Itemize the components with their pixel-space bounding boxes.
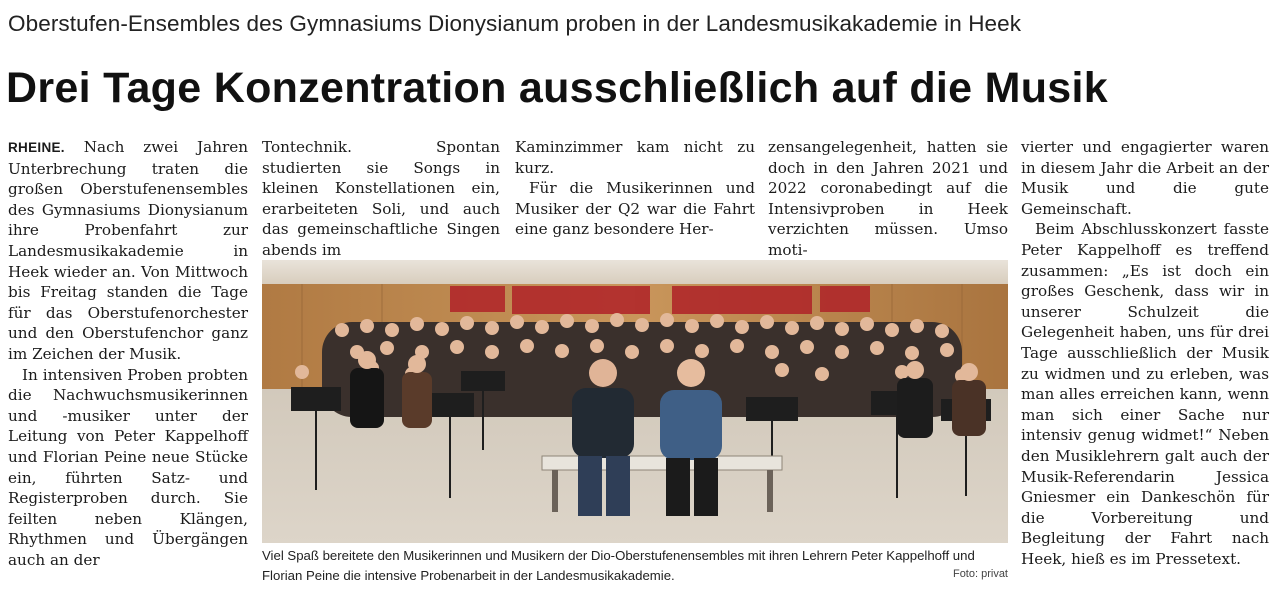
text-column-1 [8,137,248,570]
col4-paragraph-1: zensangelegenheit, hatten sie doch in den Jahren 2021 und 2022 coronabedingt auf die Intensivproben in Heek verzichten müssen. Umso moti- [768,138,1008,259]
col5-paragraph-2: Beim Abschlusskonzert fasste Peter Kappelhoff es treffend zusammen: „Es ist doch ein großes Geschenk, dass wir in unserer Schulzeit die Gelegenheit haben, uns für drei Tage ausschließlich der Musik zu widmen und zu erleben, was man alles erreichen kann, wenn man sich einer Sache nur intensiv genug widmet!“ Neben den Musiklehrern galt auch der Musik-Referendarin Jessica Gniesmer ein Dankeschön für die Vorbereitung und Begleitung der Fahrt nach Heek, hieß es im Pressetext. [1021,220,1269,568]
photo-credit: Foto: privat [952,567,1008,580]
text-column-5 [1021,137,1269,569]
article-headline: Drei Tage Konzentration ausschließlich auf die Musik [6,64,1108,112]
dateline: RHEINE. [8,140,65,155]
photo-caption [262,546,1008,585]
col3-paragraph-2: Für die Musikerinnen und Musiker der Q2 war die Fahrt eine ganz besondere Her- [515,179,755,239]
col5-paragraph-1: vierter und engagierter waren in diesem Jahr die Arbeit an der Musik und die gute Gemeinschaft. [1021,138,1269,218]
col1-p1-text: Nach zwei Jahren Unterbrechung traten die großen Oberstufenensembles des Gymnasiums Dionysianum ihre Probenfahrt zur Landesmusikakademie in Heek wieder an. Von Mittwoch bis Freitag standen die Tage für das Oberstufenorchester und den Oberstufenchor ganz im Zeichen der Musik. [8,138,248,363]
text-column-4 [768,137,1008,261]
col2-paragraph-1: Tontechnik. Spontan studierten sie Songs in kleinen Konstellationen ein, erarbeiteten Soli, und auch das gemeinschaftliche Singen abends im [262,138,500,259]
caption-text: Viel Spaß bereitete den Musikerinnen und Musikern der Dio-Oberstufenensembles mit ihren Lehrern Peter Kappelhoff und Florian Peine die intensive Probenarbeit in der Landesmusikakademie. [262,548,975,583]
col3-paragraph-1: Kaminzimmer kam nicht zu kurz. [515,138,755,177]
group-photo [262,260,1008,543]
col1-paragraph-2: In intensiven Proben probten die Nachwuchsmusikerinnen und -musiker unter der Leitung von Peter Kappelhoff und Florian Peine neue Stücke ein, führten Satz- und Registerproben durch. Sie feilten neben Klängen, Rhythmen und Übergängen auch an der [8,365,248,569]
text-column-2 [262,137,500,261]
col1-paragraph-1 [8,137,248,365]
ceiling [262,260,1008,284]
photo-illustration [262,260,1008,543]
article-kicker: Oberstufen-Ensembles des Gymnasiums Dionysianum proben in der Landesmusikakademie in Heek [8,11,1022,36]
text-column-3 [515,137,755,240]
